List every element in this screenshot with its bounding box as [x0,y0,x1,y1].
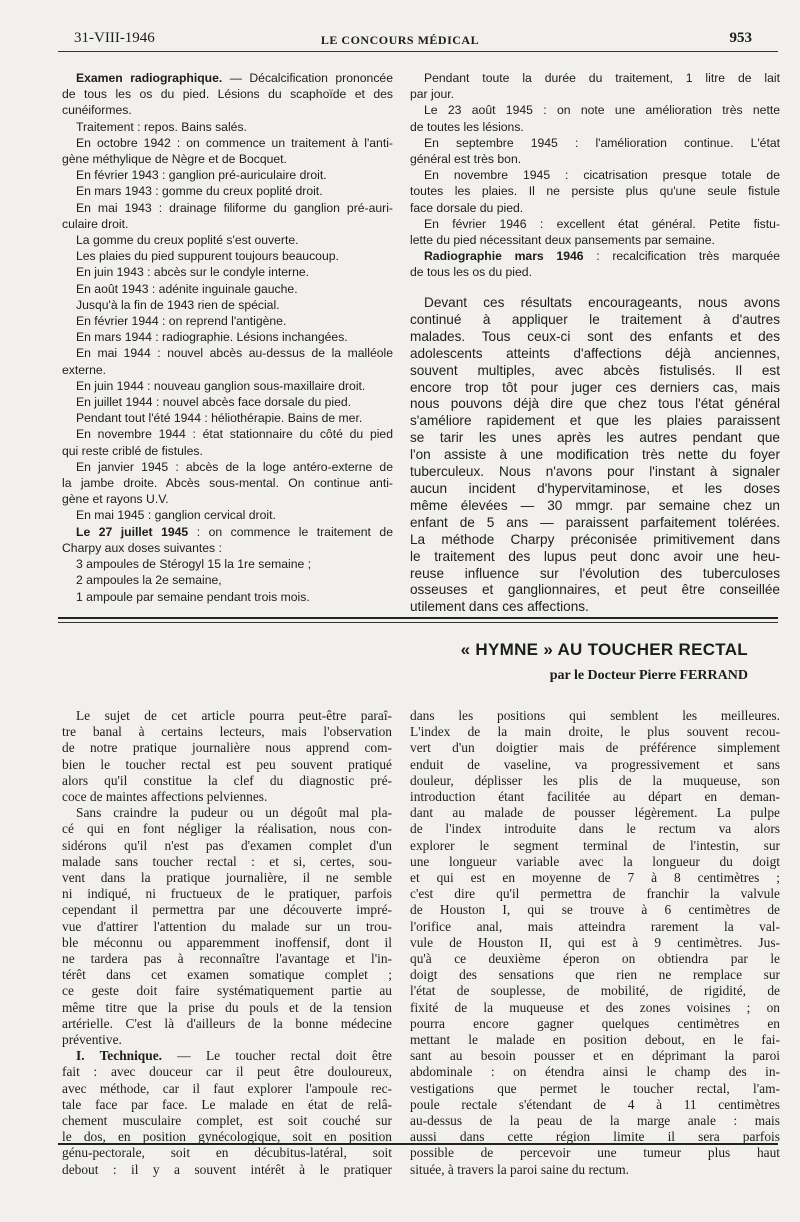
text-line: continué à appliquer le traitement à d'autres [410,311,780,327]
text-line: qui reste criblé de fistules. [62,443,203,458]
text-line: pourra encore gagner quelques centimètres en [410,1015,780,1031]
section-rule-thin [58,622,778,623]
text-line: Devant ces résultats encourageants, nous avons [424,295,780,310]
header-page-number: 953 [729,30,752,46]
text-line: douleur, déplisser les plis de la muqueuse, son [410,772,780,788]
text-line: préventive. [62,1032,122,1048]
text-line: vestigations que permet le toucher rectal, l'am- [410,1080,780,1096]
text-line: mettant le malade en position debout, en le fai- [410,1032,780,1048]
article-right-column [410,708,780,1178]
text-line: au-dessus de la peau de la marge anale : mais [410,1113,780,1129]
text-line: En janvier 1945 : abcès de la loge antéro-externe de [76,459,393,474]
text-line: face dorsale du pied. [410,200,524,215]
text-line: En septembre 1945 : l'amélioration continue. L'état [424,135,780,150]
text-line: gène méthylique de Nègre et de Bocquet. [62,152,287,167]
text-line: malade sans toucher rectal : et si, certes, sou- [62,853,392,869]
text-line: possible de percevoir une tumeur plus haut [410,1145,780,1161]
text-line: dans les positions qui semblent les meilleures. [410,708,780,723]
text-line: En octobre 1942 : on commence un traitement à l'anti- [76,135,393,150]
text-line: située, à travers la paroi saine du rectum. [410,1161,629,1177]
text-line: enfant de 5 ans — paraissent parfaitement tolérées. [410,514,780,530]
text-line: qu'à ce deuxième éperon on obtiendra par le [410,951,780,967]
text-line: Radiographie mars 1946 : recalcification très marquée [424,249,780,264]
text-line: fixité de la muqueuse et des zones voisines ; on [410,999,780,1015]
text-line: artérielle. C'est là d'ailleurs de la bonne médecine [62,1015,392,1031]
text-line: vule de Houston II, qui est à 9 centimètres. Jus- [410,934,780,950]
text-line: et qui est en moyenne de 7 à 8 centimètres ; [410,870,780,886]
text-line: poule rectale s'étendant de 4 à 11 centimètres [410,1096,780,1112]
text-line: Jusqu'à la fin de 1943 rien de spécial. [76,297,280,312]
text-line: vent dans la pratique journalière, il ne semble [62,870,392,886]
text-line: tale face par face. Le malade en état de relâ- [62,1096,392,1112]
text-line: sidérons qu'il n'est pas d'examen complet d'un [62,837,392,853]
text-line: tuberculeux. Nous n'avons pour l'instant à signaler [410,464,780,480]
case-report-right-column [410,70,780,281]
text-line: En novembre 1944 : état stationnaire du côté du pied [76,427,393,442]
lead-text: Examen radiographique. [76,71,223,85]
text-line: Le sujet de cet article pourra peut-être paraî- [76,708,392,723]
text-line: de Houston I, qui se trouve à 6 centimètres de [410,902,780,918]
text-line: Le 23 août 1945 : on note une amélioration très nette [424,103,780,118]
footer-rule [58,1143,778,1145]
text-line: lette du pied nécessitant deux pansements par semaine. [410,233,715,248]
text-line: En juin 1944 : nouveau ganglion sous-maxillaire droit. [76,378,366,393]
text-line: le dos, en position gynécologique, soit en position [62,1129,392,1145]
text-line: Charpy aux doses suivantes : [62,540,222,555]
text-line: 3 ampoules de Stérogyl 15 la 1re semaine ; [76,557,312,572]
text-line: souvent multiples, avec abcès fistulisés. Il est [410,362,780,378]
article-title: « HYMNE » AU TOUCHER RECTAL [460,640,748,659]
text-line: aussi dans cette région limite il sera parfois [410,1129,780,1145]
text-line: encore trop tôt pour juger ces derniers cas, mais [410,379,780,395]
text-line: vert d'un doigtier mais de préférence simplement [410,740,780,756]
text-line: debout : il y a souvent intérêt à le pratiquer [62,1161,392,1177]
text-line: En mai 1945 : ganglion cervical droit. [76,508,276,523]
text-line: fait : avec douceur car il peut être douloureux, [62,1064,392,1080]
text-line: toutes les plaies. Il ne persiste plus qu'une seule fistule [410,184,780,199]
text-line: La méthode Charpy préconisée primitivement dans [410,531,780,547]
text-line: enduit de vaseline, va progressivement et sans [410,756,780,772]
text-line: même titre que la prise du pouls et de la tension [62,999,392,1015]
text-line: ne tardera pas à reconnaître l'avantage et l'in- [62,951,392,967]
text-line: En février 1946 : excellent état général. Petite fistu- [424,216,780,231]
text-line: vue d'attirer l'attention du malade sur un trou- [62,918,392,934]
section-rule [58,617,778,619]
text-line: aucun incident d'hypervitaminose, et les doses [410,480,780,496]
text-line: l'état de souplesse, de mobilité, de rigidité, de [410,983,780,999]
text-line: utilement dans ces affections. [410,599,589,615]
text-line: de notre pratique journalière nous apprend com- [62,740,392,756]
text-line: 1 ampoule par semaine pendant trois mois. [76,589,310,604]
lead-text: I. Technique. [76,1048,162,1064]
header-journal: LE CONCOURS MÉDICAL [320,33,480,47]
text-line: Traitement : repos. Bains salés. [76,119,247,134]
text-line: En mai 1943 : drainage filiforme du ganglion pré-auri- [76,200,393,215]
text-line: Pendant tout l'été 1944 : héliothérapie. Bains de mer. [76,411,363,426]
text-line: Sans craindre la pudeur ou un dégoût mal pla- [76,805,392,821]
text-line: malades. Tous ceux-ci sont des enfants et des [410,328,780,344]
text-line: coce de maintes affections pelviennes. [62,789,268,805]
text-line: En juin 1943 : abcès sur le condyle interne. [76,265,310,280]
text-line: nous pouvons déjà dire que chez tous l'état général [410,396,780,412]
text-line: gène et rayons U.V. [62,492,169,507]
text-line: introduction étant facilitée au départ en deman- [410,789,780,805]
text-line: dant au malade de pousser légèrement. La pulpe [410,805,780,821]
text-line: explorer le segment terminal de l'intestin, sur [410,837,780,853]
text-line: En juillet 1944 : nouvel abcès face dorsale du pied. [76,395,352,410]
text-line: En mars 1944 : radiographie. Lésions inchangées. [76,330,348,345]
text-line: culaire droit. [62,216,129,231]
lead-text: Radiographie mars 1946 [424,249,584,264]
text-line: une longueur variable avec la longueur du doigt [410,853,780,869]
text-line: même élevées — 30 mmgr. par semaine chez un [410,497,780,513]
article-byline: par le Docteur Pierre FERRAND [549,668,748,683]
text-line: par jour. [410,87,455,102]
text-line: En mars 1943 : gomme du creux poplité droit. [76,184,323,199]
text-line: Pendant toute la durée du traitement, 1 litre de lait [424,71,780,85]
text-line: génu-pectorale, soit en décubitus-latéral, soit [62,1145,392,1161]
text-line: En mai 1944 : nouvel abcès au-dessus de la malléole [76,346,393,361]
text-line: c'est dire qu'il permettra de franchir la valvule [410,886,780,902]
text-line: térêt dans cet examen somatique complet ; [62,967,392,983]
text-line: de l'index introduite dans le rectum va alors [410,821,780,837]
text-line: l'on assiste à une modification très nette du foyer [410,447,780,463]
conclusion-paragraph [410,295,780,616]
case-report-left-column [62,70,393,605]
text-line: Les plaies du pied suppurent toujours beaucoup. [76,249,339,264]
text-line: de tous les os du pied. Lésions du scaphoïde et des [62,87,393,102]
article-left-column [62,708,392,1178]
text-line: général est très bon. [410,152,522,167]
text-line: I. Technique. — Le toucher rectal doit être [76,1048,392,1064]
text-line: En août 1943 : adénite inguinale gauche. [76,281,298,296]
text-line: osseuses et ganglionnaires, et peut être conseillée [410,582,780,598]
text-line: Examen radiographique. — Décalcification prononcée [76,71,393,85]
text-line: cunéiformes. [62,103,132,118]
text-line: doigt des sensations que rien ne remplace sur [410,967,780,983]
text-line: l'orifice anal, mais atteindra rarement la val- [410,918,780,934]
header-rule [58,51,778,52]
text-line: externe. [62,362,107,377]
text-line: La gomme du creux poplité s'est ouverte. [76,233,299,248]
header-date: 31-VIII-1946 [74,30,155,46]
text-line: ni indiqué, ni fructueux de le pratiquer, parfois [62,886,392,902]
text-line: ble méconnu ou apparemment inoffensif, dont il [62,934,392,950]
text-line: adolescents atteints d'affections déjà anciennes, [410,345,780,361]
text-line: En février 1944 : on reprend l'antigène. [76,314,287,329]
lead-text: Le 27 juillet 1945 [76,524,189,539]
text-line: de tous les os du pied. [410,265,532,280]
text-line: sant au besoin pousser et en déprimant la paroi [410,1048,780,1064]
text-line: s'améliore rapidement et que les plaies paraissent [410,413,780,429]
text-line: abdominale : on étendra ainsi le champ des in- [410,1064,780,1080]
text-line: alors qu'il constitue la clef du diagnostic pré- [62,772,392,788]
text-line: reuse influence sur l'évolution des tuberculoses [410,565,780,581]
text-line: bien le toucher rectal est peu souvent pratiqué [62,756,392,772]
text-line: chement musculaire complet, est soit couché sur [62,1113,392,1129]
text-line: de toutes les lésions. [410,119,524,134]
text-line: se tarir les unes après les autres pendant que [410,430,780,446]
text-line: En février 1943 : ganglion pré-auriculaire droit. [76,168,327,183]
text-line: le traitement des lupus peut donc avoir une heu- [410,548,780,564]
text-line: 2 ampoules la 2e semaine, [76,573,222,588]
text-line: En novembre 1945 : cicatrisation presque totale de [424,168,780,183]
text-line: L'index de la main droite, le plus souvent recou- [410,724,780,740]
text-line: Le 27 juillet 1945 : on commence le traitement de [76,524,393,539]
text-line: la jambe droite. Abcès sous-mental. On continue anti- [62,476,393,491]
text-line: cé qui en font négliger la réalisation, nous con- [62,821,392,837]
text-line: avec méthode, car il faut explorer l'ampoule rec- [62,1080,392,1096]
text-line: cependant il permettra par une découverte impré- [62,902,392,918]
text-line: ce geste doit faire systématiquement partie au [62,983,392,999]
text-line: tre banal à certains lecteurs, mais l'observation [62,724,392,740]
